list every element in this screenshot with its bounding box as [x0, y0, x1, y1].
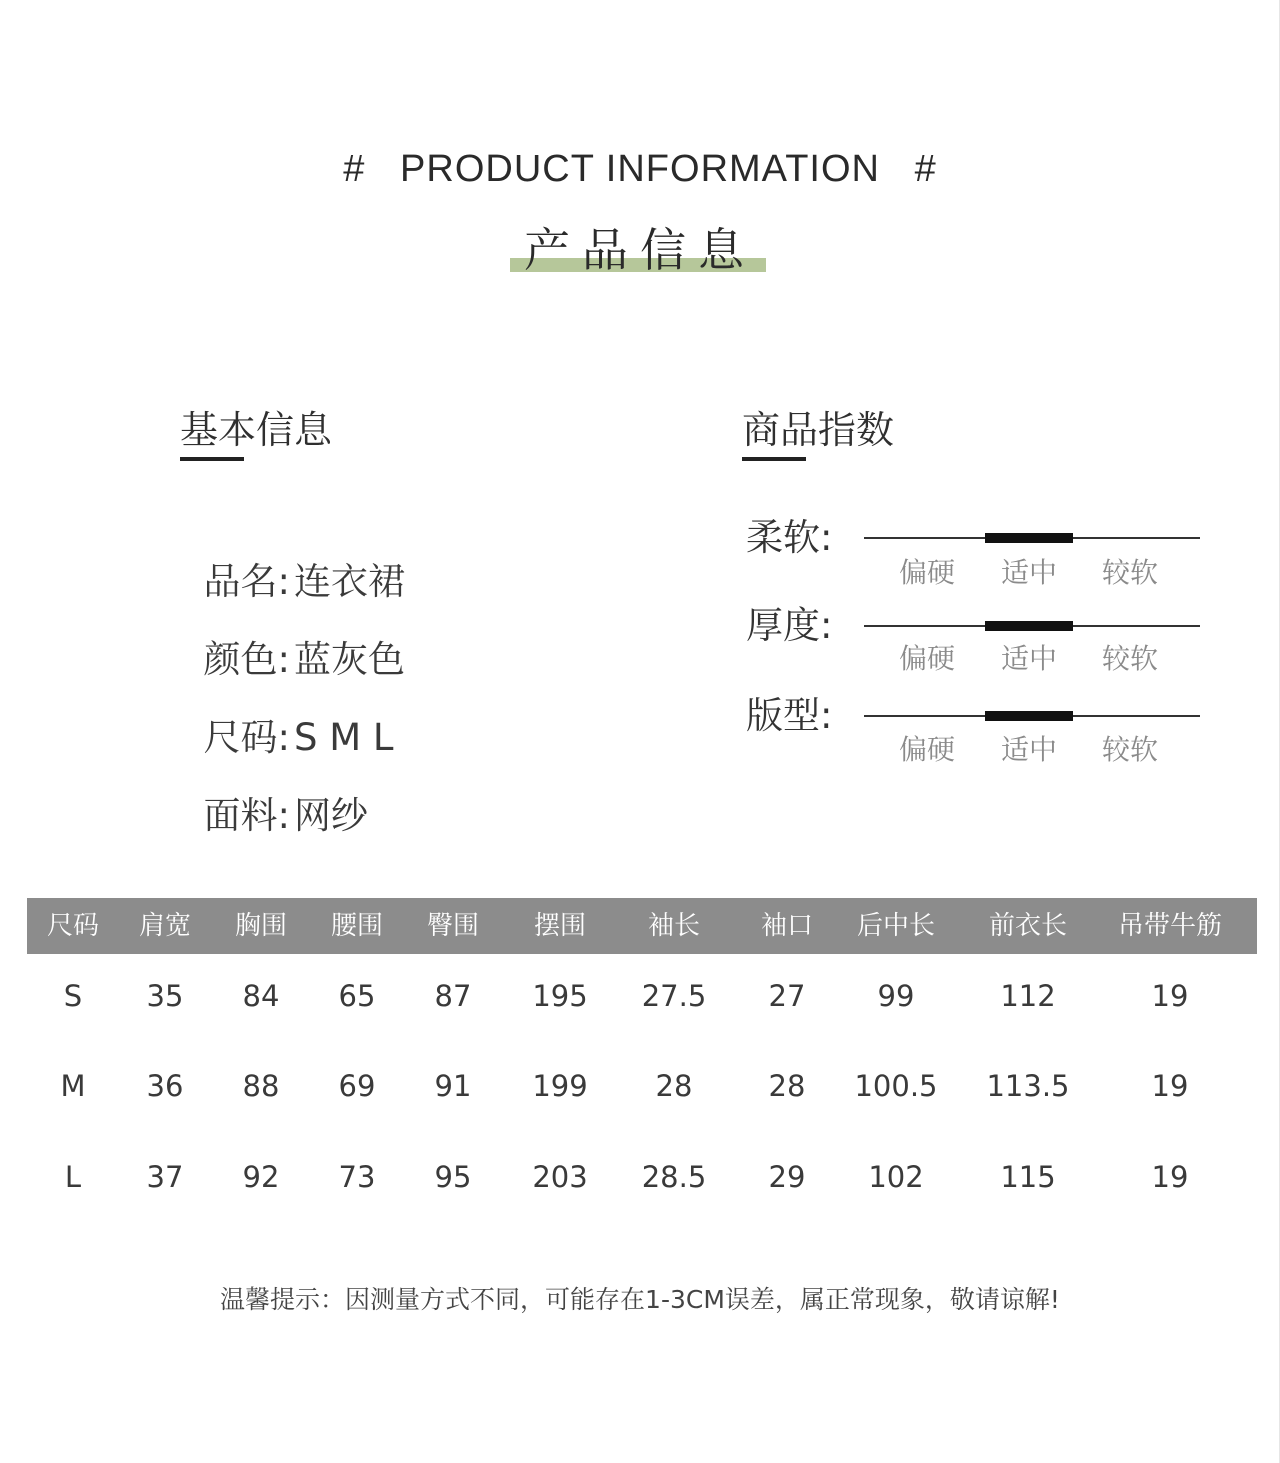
- table-cell: 27.5: [641, 979, 707, 1013]
- table-header-cell: 肩宽: [138, 911, 192, 941]
- table-cell: 112: [1000, 979, 1056, 1013]
- table-cell: 203: [532, 1160, 588, 1194]
- table-cell: 65: [338, 979, 376, 1013]
- table-header-cell: 摆围: [533, 911, 587, 941]
- table-cell: 37: [146, 1160, 184, 1194]
- index-option: 较软: [1102, 556, 1159, 589]
- table-cell: M: [60, 1069, 86, 1103]
- table-cell: 102: [868, 1160, 924, 1194]
- basic-info-underline: [180, 457, 244, 461]
- info-key: 颜色:: [203, 638, 290, 681]
- table-cell: 88: [242, 1069, 280, 1103]
- index-option: 较软: [1102, 733, 1159, 766]
- index-label-fit: 版型:: [746, 694, 833, 737]
- table-cell: 92: [242, 1160, 280, 1194]
- table-cell: 100.5: [854, 1069, 938, 1103]
- table-cell: 84: [242, 979, 280, 1013]
- table-header-cell: 后中长: [856, 911, 936, 941]
- table-cell: 73: [338, 1160, 376, 1194]
- table-cell: 69: [338, 1069, 376, 1103]
- index-label-thickness: 厚度:: [746, 604, 833, 647]
- table-cell: S: [63, 979, 83, 1013]
- index-option: 较软: [1102, 642, 1159, 675]
- info-row-color: [180, 594, 405, 682]
- table-cell: 19: [1151, 979, 1189, 1013]
- index-option: 适中: [1001, 556, 1058, 589]
- table-cell: 36: [146, 1069, 184, 1103]
- table-cell: 95: [434, 1160, 472, 1194]
- table-cell: 115: [1000, 1160, 1056, 1194]
- table-cell: 113.5: [986, 1069, 1070, 1103]
- table-cell: 99: [877, 979, 915, 1013]
- table-cell: 91: [434, 1069, 472, 1103]
- table-cell: 35: [146, 979, 184, 1013]
- index-option: 适中: [1001, 733, 1058, 766]
- info-value: 蓝灰色: [294, 638, 405, 681]
- english-title: # PRODUCT INFORMATION #: [343, 148, 937, 190]
- index-option: 偏硬: [899, 556, 956, 589]
- info-row-size: [180, 672, 394, 760]
- info-value: 网纱: [294, 794, 368, 837]
- table-cell: 27: [768, 979, 806, 1013]
- table-cell: 195: [532, 979, 588, 1013]
- index-option: 适中: [1001, 642, 1058, 675]
- product-index-underline: [742, 457, 806, 461]
- index-indicator: [985, 621, 1073, 631]
- index-label-softness: 柔软:: [746, 516, 833, 559]
- table-header-cell: 袖口: [760, 911, 814, 941]
- table-header-cell: 尺码: [46, 911, 100, 941]
- info-key: 面料:: [203, 794, 290, 837]
- table-cell: 28: [768, 1069, 806, 1103]
- index-option: 偏硬: [899, 642, 956, 675]
- table-header-cell: 臀围: [426, 911, 480, 941]
- table-header-cell: 胸围: [234, 911, 288, 941]
- info-value: 连衣裙: [294, 560, 405, 603]
- size-table-header-bg: [27, 898, 1257, 954]
- table-cell: 87: [434, 979, 472, 1013]
- table-cell: 28: [655, 1069, 693, 1103]
- index-indicator: [985, 533, 1073, 543]
- index-indicator: [985, 711, 1073, 721]
- product-index-title: 商品指数: [742, 408, 895, 452]
- table-header-cell: 前衣长: [988, 911, 1068, 941]
- table-cell: 199: [532, 1069, 588, 1103]
- table-cell: 19: [1151, 1160, 1189, 1194]
- info-key: 品名:: [203, 560, 290, 603]
- table-header-cell: 袖长: [647, 911, 701, 941]
- table-cell: L: [64, 1160, 82, 1194]
- index-option: 偏硬: [899, 733, 956, 766]
- info-key: 尺码:: [203, 716, 290, 759]
- table-header-cell: 吊带牛筋: [1117, 911, 1223, 941]
- measurement-tip: 温馨提示：因测量方式不同，可能存在1-3CM误差，属正常现象，敬请谅解!: [220, 1285, 1060, 1314]
- info-value: S M L: [294, 716, 394, 759]
- chinese-title-text: 产品信息: [524, 223, 756, 277]
- info-row-fabric: [180, 750, 368, 838]
- basic-info-title: 基本信息: [180, 408, 333, 452]
- chinese-title-wrap: [0, 222, 1280, 278]
- chinese-title: [518, 222, 762, 278]
- table-cell: 28.5: [641, 1160, 707, 1194]
- info-row-name: [180, 516, 405, 604]
- table-header-cell: 腰围: [330, 911, 384, 941]
- table-cell: 19: [1151, 1069, 1189, 1103]
- table-cell: 29: [768, 1160, 806, 1194]
